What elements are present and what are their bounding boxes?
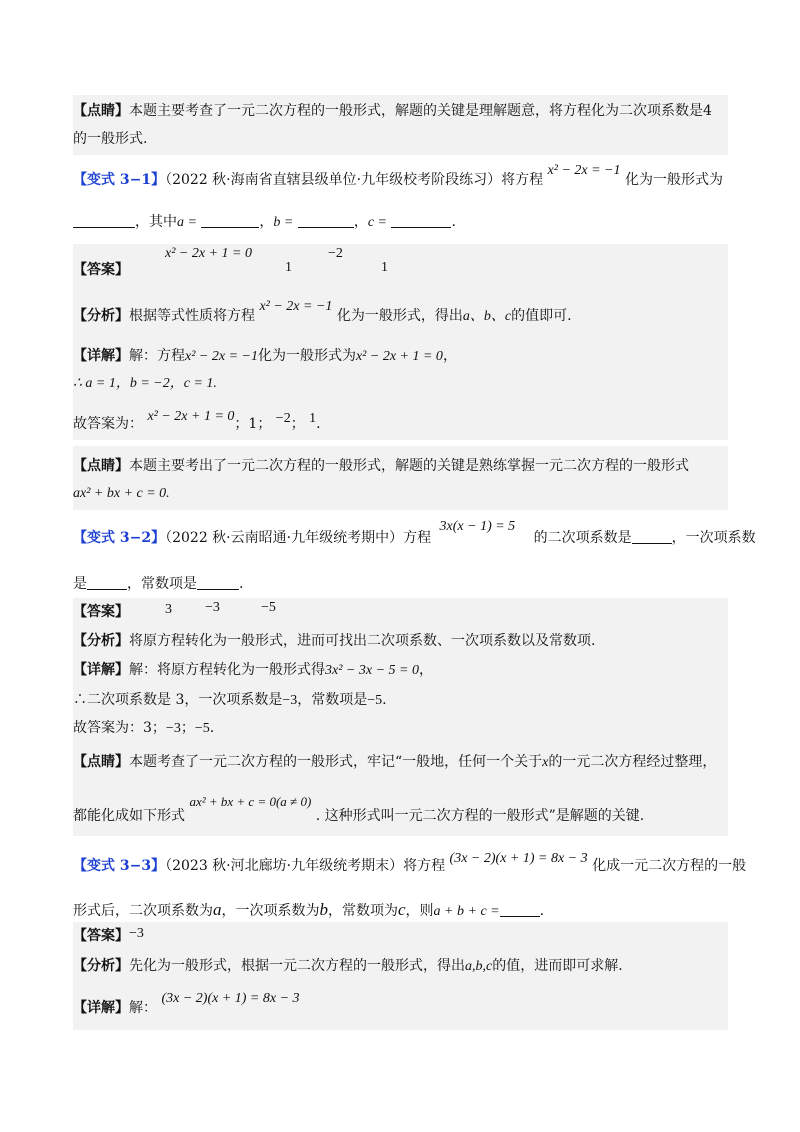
detail-text: 解：将原方程转化为一般形式得 [129,662,325,678]
tip-block-3-1 [73,446,728,510]
detail-text: ； [180,720,195,736]
answer-block-3-2 [73,598,728,626]
answer-block-3-3 [73,922,728,950]
variant-label: 【变式 3−3】 [73,858,166,874]
variant-text: 化成一元二次方程的一般 [592,858,747,874]
variant-3-1 [73,162,728,242]
tip-label: 【点睛】 [73,754,129,770]
sum-expression: a + b + c = [433,904,500,919]
tip-label: 【点睛】 [73,458,129,474]
variant-text: 的二次项系数是 [533,530,632,546]
answer-value: x² − 2x + 1 = 0 [165,246,252,261]
detail-block-3-2 [73,656,728,742]
tip-block-3-2 [73,742,728,836]
answer-blank [73,213,135,228]
var-a: a = [177,215,197,230]
variant-source: （2023 秋·河北廊坊·九年级统考期末）将方程 [165,858,446,874]
answer-value: 3 [165,602,172,617]
var-c: c = [367,215,387,230]
answer-label: 【答案】 [73,928,129,944]
equation: ax² + bx + c = 0(a ≠ 0) [189,794,312,809]
analysis-label: 【分析】 [73,308,129,324]
tip-label: 【点睛】 [73,103,129,119]
detail-text: ， [442,348,457,364]
equation: 3x² − 3x − 5 = 0 [325,663,419,678]
answer-value: 1 [381,260,388,275]
analysis-block-3-3 [73,950,728,984]
variant-text: . [239,576,244,592]
answer-value: −5 [261,600,276,615]
var-b: b [319,900,328,919]
analysis-label: 【分析】 [73,633,129,649]
answer-value: −2 [275,411,291,426]
equation: x² − 2x + 1 = 0 [355,349,443,364]
answer-blank [298,213,354,228]
tip-text: . 这种形式叫一元二次方程的一般形式”是解题的关键. [315,808,645,824]
detail-text: . [382,692,387,708]
variant-3-3 [73,846,747,922]
analysis-text: 将原方程转化为一般形式，进而可找出二次项系数、一次项系数以及常数项. [129,633,596,649]
detail-text: ；1； [234,416,272,432]
variant-text: 是 [73,576,87,592]
analysis-text: 先化为一般形式，根据一元二次方程的一般形式，得出 [129,958,465,974]
answer-value: −3 [165,721,181,736]
analysis-text: 的值，进而即可求解. [492,958,623,974]
var-x: x [542,755,549,770]
variant-source: （2022 秋·海南省直辖县级单位·九年级校考阶段练习）将方程 [165,172,544,188]
variables: a、b、c [462,309,512,324]
comma: ， [353,214,368,230]
answer-value: −5 [194,721,210,736]
variant-text: ，其中 [135,214,177,230]
variant-text: 化为一般形式为 [624,172,723,188]
variant-text: ，常数项是 [127,576,197,592]
variant-label: 【变式 3−1】 [73,172,166,188]
answer-label: 【答案】 [73,262,129,278]
detail-text: ； [290,416,305,432]
detail-text: 解： [129,1000,157,1016]
answer-blank [500,902,540,917]
analysis-text: 根据等式性质将方程 [129,308,255,324]
detail-text: 解：方程 [129,348,185,364]
detail-text: ， [418,662,433,678]
answer-blank [201,213,259,228]
variant-3-2 [73,518,756,598]
equation: 3x(x − 1) = 5 [439,519,516,534]
analysis-block-3-2 [73,626,728,656]
answer-blank [632,529,672,544]
analysis-block-3-1 [73,294,728,338]
tip-text: 本题考查了一元二次方程的一般形式，牢记“一般地，任何一个关于 [129,754,543,770]
detail-text: . [316,416,321,432]
tip-text: 本题主要考出了一元二次方程的一般形式，解题的关键是熟练掌握一元二次方程的一般形式 [129,458,689,474]
variant-text: 形式后，二次项系数为 [73,903,213,919]
answer-value: −3 [205,600,220,615]
detail-text: . [209,720,215,736]
equation: x² − 2x = −1 [259,299,333,314]
detail-text: ∴ a = 1，b = −2，c = 1. [73,376,217,391]
detail-label: 【详解】 [73,1000,129,1016]
equation: (3x − 2)(x + 1) = 8x − 3 [161,991,300,1006]
variant-text: ，一次项系数为 [221,903,320,919]
detail-block-3-3 [73,984,728,1030]
tip-text: 的一般形式. [73,131,148,147]
answer-value: −3 [282,693,298,708]
tip-text: 的一元二次方程经过整理， [548,754,717,770]
equation: x² − 2x + 1 = 0 [147,409,235,424]
variant-text: ，常数项为 [328,903,398,919]
answer-blank [197,575,239,590]
detail-label: 【详解】 [73,662,129,678]
analysis-label: 【分析】 [73,958,129,974]
answer-label: 【答案】 [73,604,129,620]
variant-text: . [539,903,545,919]
detail-text: ，常数项是 [297,692,368,708]
detail-text: 化为一般形式为 [257,348,356,364]
variant-text: ，一次项系数 [671,530,756,546]
var-a: a [213,900,222,919]
detail-text: ∴二次项系数是 3，一次项系数是 [73,692,283,708]
variant-label: 【变式 3−2】 [73,530,166,546]
detail-label: 【详解】 [73,348,129,364]
var-c: c [398,900,406,919]
equation: (3x − 2)(x + 1) = 8x − 3 [449,851,588,866]
analysis-text: 的值即可. [511,308,572,324]
var-b: b = [273,215,294,230]
answer-value: 1 [309,411,317,426]
detail-text: 故答案为：3； [73,720,166,736]
tip-block-1 [73,95,728,155]
detail-text: 故答案为： [73,416,143,432]
analysis-text: 化为一般形式，得出 [336,308,463,324]
detail-block-3-1 [73,338,728,440]
equation: ax² + bx + c = 0. [73,486,170,501]
answer-value: −3 [129,926,144,941]
variant-text: ，则 [405,903,434,919]
tip-text: 本题主要考查了一元二次方程的一般形式，解题的关键是理解题意，将方程化为二次项系数是4 [129,103,712,119]
answer-blank [87,575,127,590]
variables: a,b,c [465,959,493,974]
comma: ， [259,214,274,230]
equation: x² − 2x = −1 [185,349,258,364]
equation: x² − 2x = −1 [547,163,621,178]
answer-value: −5 [367,693,383,708]
answer-value: 1 [285,260,292,275]
tip-text: 都能化成如下形式 [73,808,185,824]
answer-blank [391,213,451,228]
variant-source: （2022 秋·云南昭通·九年级统考期中）方程 [165,530,432,546]
period: . [451,214,456,230]
answer-block-3-1 [73,244,728,294]
answer-value: −2 [328,246,343,261]
